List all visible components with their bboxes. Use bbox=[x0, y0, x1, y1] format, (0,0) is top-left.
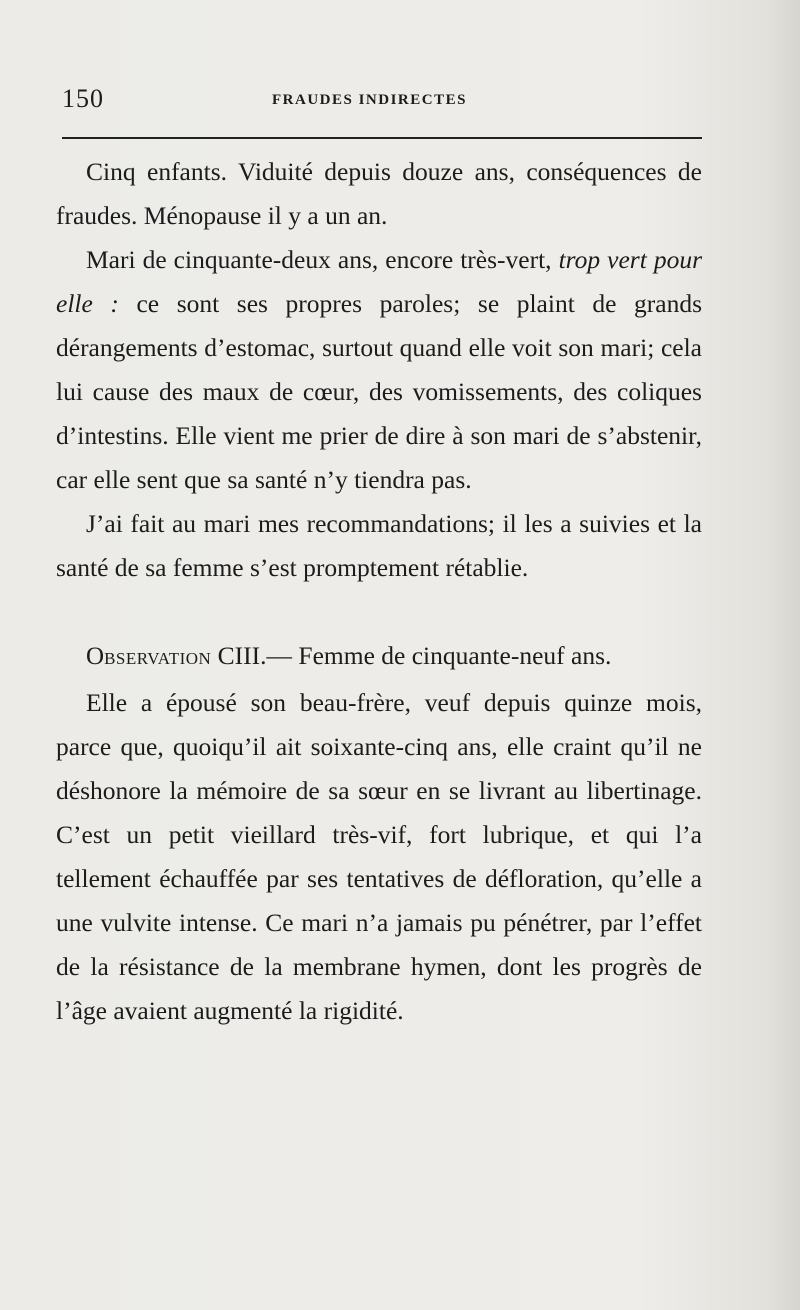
observation-number: CIII. bbox=[217, 641, 267, 670]
body-text bbox=[56, 150, 702, 1033]
page-number: 150 bbox=[62, 84, 104, 113]
observation-label-initial: O bbox=[86, 643, 105, 670]
paragraph-2-italic: trop vert pour elle : bbox=[56, 245, 703, 318]
paragraph-4: Elle a épousé son beau-frère, veuf depuis quinze mois, parce que, quoiqu’il ait soixante-cinq ans, elle craint qu’il ne déshonore la mémoire de sa sœur en se livrant au libertinage. C’est un petit vieillard très-vif, fort lubrique, et qui l’a tellement échauffée par ses tentatives de défloration, qu’elle a une vulvite intense. Ce mari n’a jamais pu pénétrer, par l’effet de la résistance de la membrane hymen, dont les progrès de l’âge avaient augmenté la rigidité. bbox=[56, 688, 702, 1025]
observation-label-rest: BSERVATION bbox=[104, 649, 212, 668]
paragraph-1: Cinq enfants. Viduité depuis douze ans, conséquences de fraudes. Ménopause il y a un an. bbox=[56, 157, 702, 230]
paragraph-2 bbox=[56, 238, 702, 502]
observation-heading bbox=[56, 634, 702, 681]
paragraph-3: J’ai fait au mari mes recommandations; il les a suivies et la santé de sa femme s’est promptement rétablie. bbox=[56, 509, 702, 582]
header-rule bbox=[62, 137, 702, 139]
observation-title: — Femme de cinquante-neuf ans. bbox=[266, 641, 612, 670]
page-header bbox=[62, 84, 702, 114]
running-head: FRAUDES INDIRECTES bbox=[272, 92, 467, 108]
paragraph-2-start: Mari de cinquante-deux ans, encore très-vert, bbox=[86, 245, 552, 274]
paragraph-2-end: ce sont ses propres paroles; se plaint de grands dérangements d’estomac, surtout quand elle voit son mari; cela lui cause des maux de cœur, des vomissements, des coliques d’intestins. Elle vient me prier de dire à son mari de s’abstenir, car elle sent que sa santé n’y tiendra pas. bbox=[56, 289, 703, 494]
